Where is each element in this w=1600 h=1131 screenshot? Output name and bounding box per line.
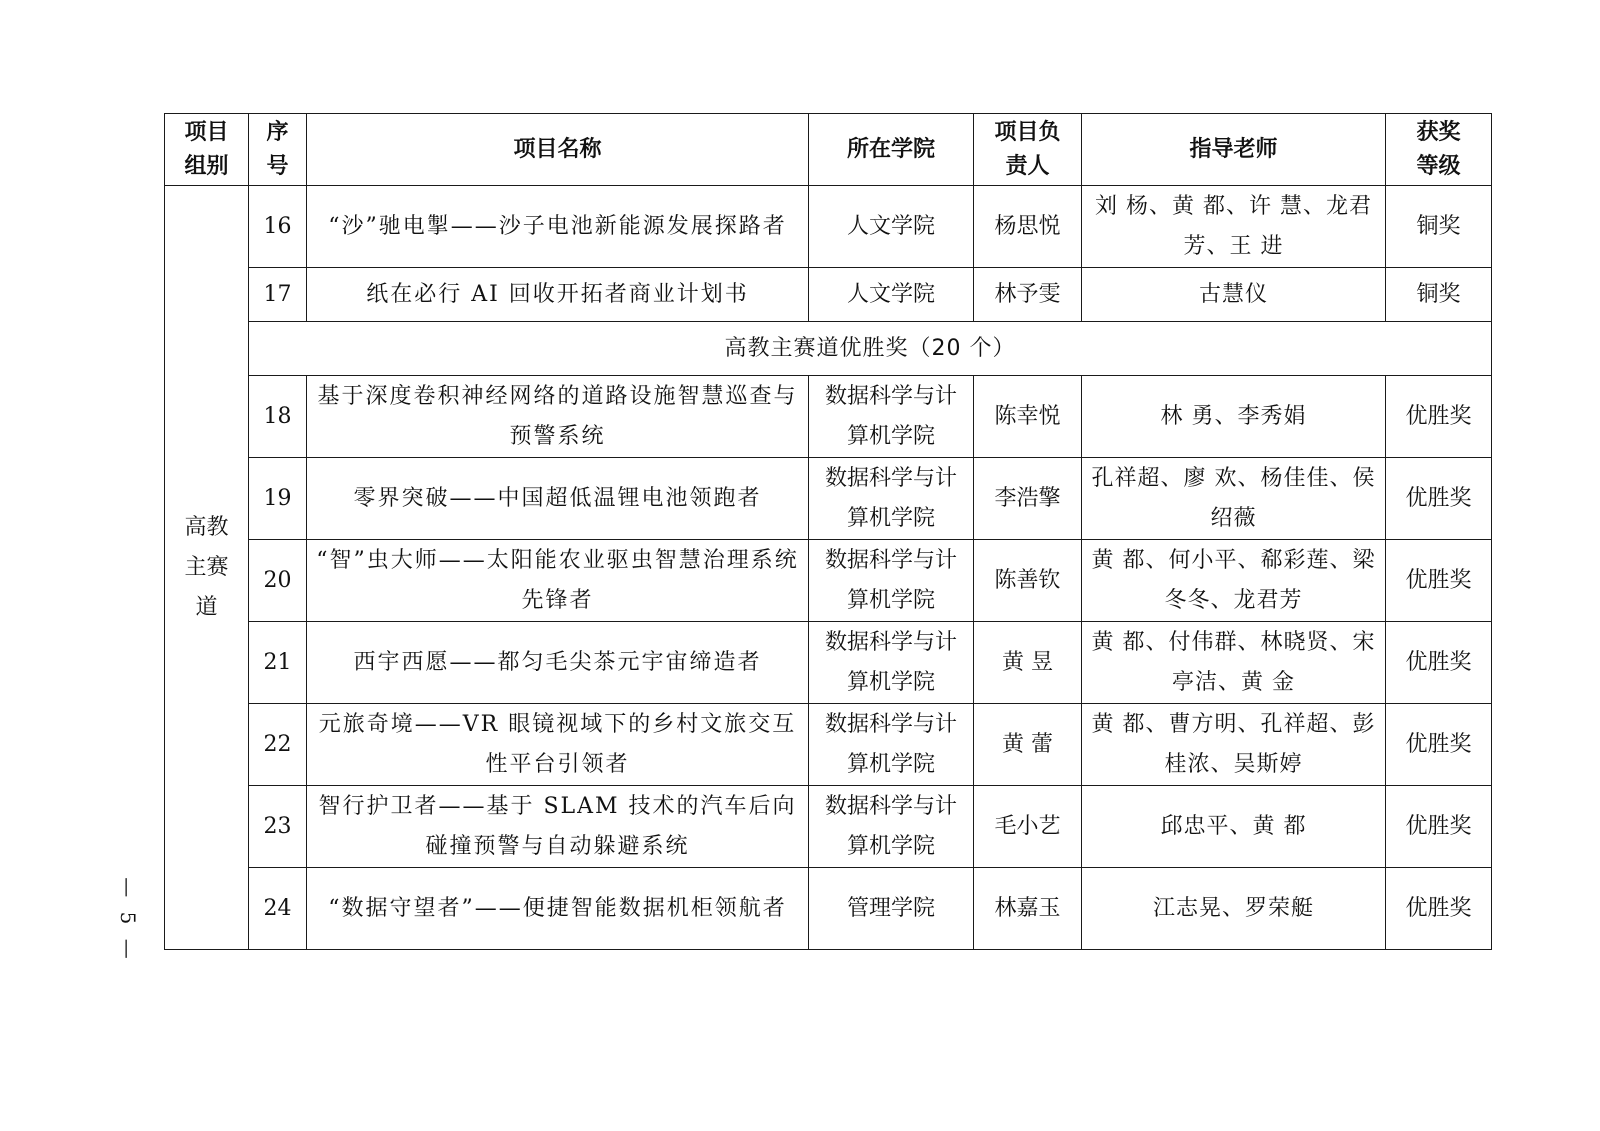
header-group: 项目组别 [165, 114, 249, 186]
leader-cell: 林予雯 [974, 268, 1082, 322]
table-header-row [165, 114, 1492, 186]
section-row [165, 322, 1492, 376]
project-name-cell: 零界突破——中国超低温锂电池领跑者 [307, 458, 809, 540]
award-list-table [164, 113, 1492, 950]
header-college: 所在学院 [809, 114, 974, 186]
leader-cell: 李浩擎 [974, 458, 1082, 540]
leader-cell: 陈幸悦 [974, 376, 1082, 458]
teachers-cell: 刘 杨、黄 都、许 慧、龙君芳、王 进 [1082, 186, 1386, 268]
award-cell: 优胜奖 [1386, 376, 1492, 458]
teachers-cell: 黄 都、何小平、郗彩莲、梁冬冬、龙君芳 [1082, 540, 1386, 622]
seq-cell: 20 [249, 540, 307, 622]
teachers-cell: 林 勇、李秀娟 [1082, 376, 1386, 458]
college-cell: 数据科学与计算机学院 [809, 540, 974, 622]
award-cell: 优胜奖 [1386, 458, 1492, 540]
table-row [165, 786, 1492, 868]
teachers-cell: 古慧仪 [1082, 268, 1386, 322]
project-name-cell: 纸在必行 AI 回收开拓者商业计划书 [307, 268, 809, 322]
leader-cell: 杨思悦 [974, 186, 1082, 268]
project-name-cell: 元旅奇境——VR 眼镜视域下的乡村文旅交互性平台引领者 [307, 704, 809, 786]
table-row [165, 622, 1492, 704]
college-cell: 人文学院 [809, 268, 974, 322]
seq-cell: 17 [249, 268, 307, 322]
project-name-cell: “数据守望者”——便捷智能数据机柜领航者 [307, 868, 809, 950]
college-cell: 数据科学与计算机学院 [809, 704, 974, 786]
college-cell: 人文学院 [809, 186, 974, 268]
award-cell: 优胜奖 [1386, 868, 1492, 950]
project-name-cell: “智”虫大师——太阳能农业驱虫智慧治理系统先锋者 [307, 540, 809, 622]
section-title: 高教主赛道优胜奖（20 个） [249, 322, 1492, 376]
page-number: — 5 — [116, 877, 140, 963]
seq-cell: 16 [249, 186, 307, 268]
table-row [165, 268, 1492, 322]
seq-cell: 18 [249, 376, 307, 458]
teachers-cell: 孔祥超、廖 欢、杨佳佳、侯绍薇 [1082, 458, 1386, 540]
table-row [165, 376, 1492, 458]
project-name-cell: 智行护卫者——基于 SLAM 技术的汽车后向碰撞预警与自动躲避系统 [307, 786, 809, 868]
leader-cell: 黄 昱 [974, 622, 1082, 704]
project-name-cell: 基于深度卷积神经网络的道路设施智慧巡查与预警系统 [307, 376, 809, 458]
header-name: 项目名称 [307, 114, 809, 186]
college-cell: 数据科学与计算机学院 [809, 622, 974, 704]
seq-cell: 22 [249, 704, 307, 786]
college-cell: 数据科学与计算机学院 [809, 786, 974, 868]
header-seq: 序号 [249, 114, 307, 186]
leader-cell: 陈善钦 [974, 540, 1082, 622]
teachers-cell: 黄 都、曹方明、孔祥超、彭桂浓、吴斯婷 [1082, 704, 1386, 786]
award-cell: 铜奖 [1386, 268, 1492, 322]
header-award: 获奖等级 [1386, 114, 1492, 186]
project-name-cell: 西宇西愿——都匀毛尖茶元宇宙缔造者 [307, 622, 809, 704]
award-cell: 优胜奖 [1386, 786, 1492, 868]
award-cell: 优胜奖 [1386, 622, 1492, 704]
seq-cell: 19 [249, 458, 307, 540]
project-name-cell: “沙”驰电掣——沙子电池新能源发展探路者 [307, 186, 809, 268]
award-cell: 铜奖 [1386, 186, 1492, 268]
seq-cell: 23 [249, 786, 307, 868]
table-row [165, 868, 1492, 950]
award-cell: 优胜奖 [1386, 704, 1492, 786]
header-leader: 项目负责人 [974, 114, 1082, 186]
award-cell: 优胜奖 [1386, 540, 1492, 622]
teachers-cell: 黄 都、付伟群、林晓贤、宋亭洁、黄 金 [1082, 622, 1386, 704]
table-row [165, 458, 1492, 540]
leader-cell: 林嘉玉 [974, 868, 1082, 950]
teachers-cell: 江志晃、罗荣艇 [1082, 868, 1386, 950]
college-cell: 管理学院 [809, 868, 974, 950]
college-cell: 数据科学与计算机学院 [809, 376, 974, 458]
table-row [165, 186, 1492, 268]
group-cell: 高教主赛道 [165, 186, 249, 950]
header-teachers: 指导老师 [1082, 114, 1386, 186]
table-row [165, 704, 1492, 786]
leader-cell: 毛小艺 [974, 786, 1082, 868]
teachers-cell: 邱忠平、黄 都 [1082, 786, 1386, 868]
seq-cell: 21 [249, 622, 307, 704]
table-row [165, 540, 1492, 622]
college-cell: 数据科学与计算机学院 [809, 458, 974, 540]
seq-cell: 24 [249, 868, 307, 950]
leader-cell: 黄 蕾 [974, 704, 1082, 786]
